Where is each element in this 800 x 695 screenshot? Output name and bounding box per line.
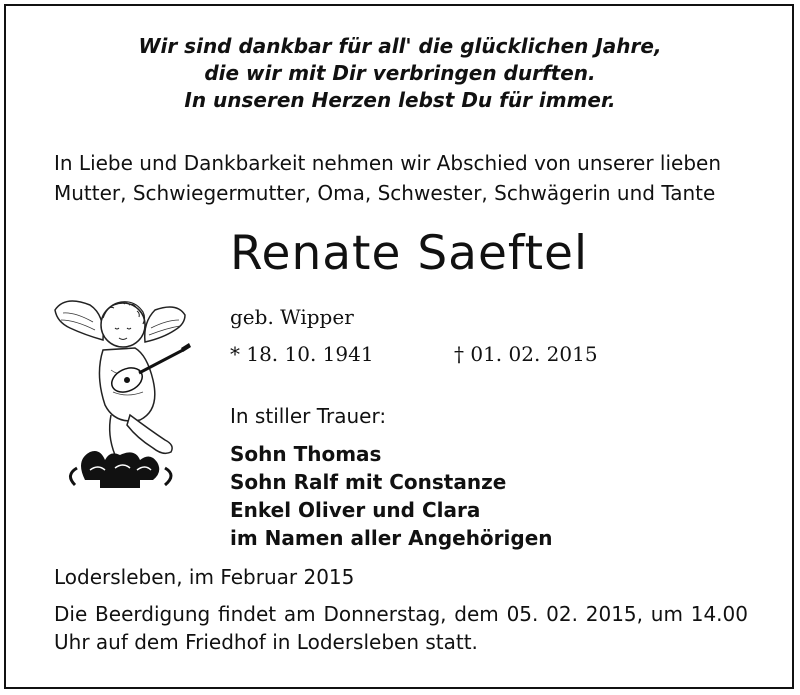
place-date: Lodersleben, im Februar 2015: [54, 565, 355, 589]
cherub-with-mandolin-icon: [45, 280, 195, 495]
intro-line-2: Mutter, Schwiegermutter, Oma, Schwester, Schwägerin und Tante: [54, 181, 716, 205]
deceased-name: Renate Saeftel: [230, 226, 589, 281]
family-member: Sohn Thomas: [230, 442, 382, 466]
maiden-name: geb. Wipper: [230, 305, 354, 329]
family-member: im Namen aller Angehörigen: [230, 526, 553, 550]
death-date: † 01. 02. 2015: [454, 342, 598, 366]
family-member: Sohn Ralf mit Constanze: [230, 470, 507, 494]
life-dates: [230, 342, 630, 366]
quote-line-2: die wir mit Dir verbringen durften.: [204, 61, 596, 85]
quote-block: [0, 33, 800, 114]
intro-text: [54, 148, 754, 208]
quote-line-1: Wir sind dankbar für all' die glücklichen Jahre,: [138, 34, 662, 58]
family-list: [230, 440, 553, 552]
family-member: Enkel Oliver und Clara: [230, 498, 481, 522]
quote-line-3: In unseren Herzen lebst Du für immer.: [184, 88, 616, 112]
mourning-label: In stiller Trauer:: [230, 404, 387, 428]
intro-line-1: In Liebe und Dankbarkeit nehmen wir Abschied von unserer lieben: [54, 151, 722, 175]
funeral-info: Die Beerdigung findet am Donnerstag, dem 05. 02. 2015, um 14.00 Uhr auf dem Friedhof in Lodersleben statt.: [54, 602, 748, 654]
birth-date: * 18. 10. 1941: [230, 342, 374, 366]
